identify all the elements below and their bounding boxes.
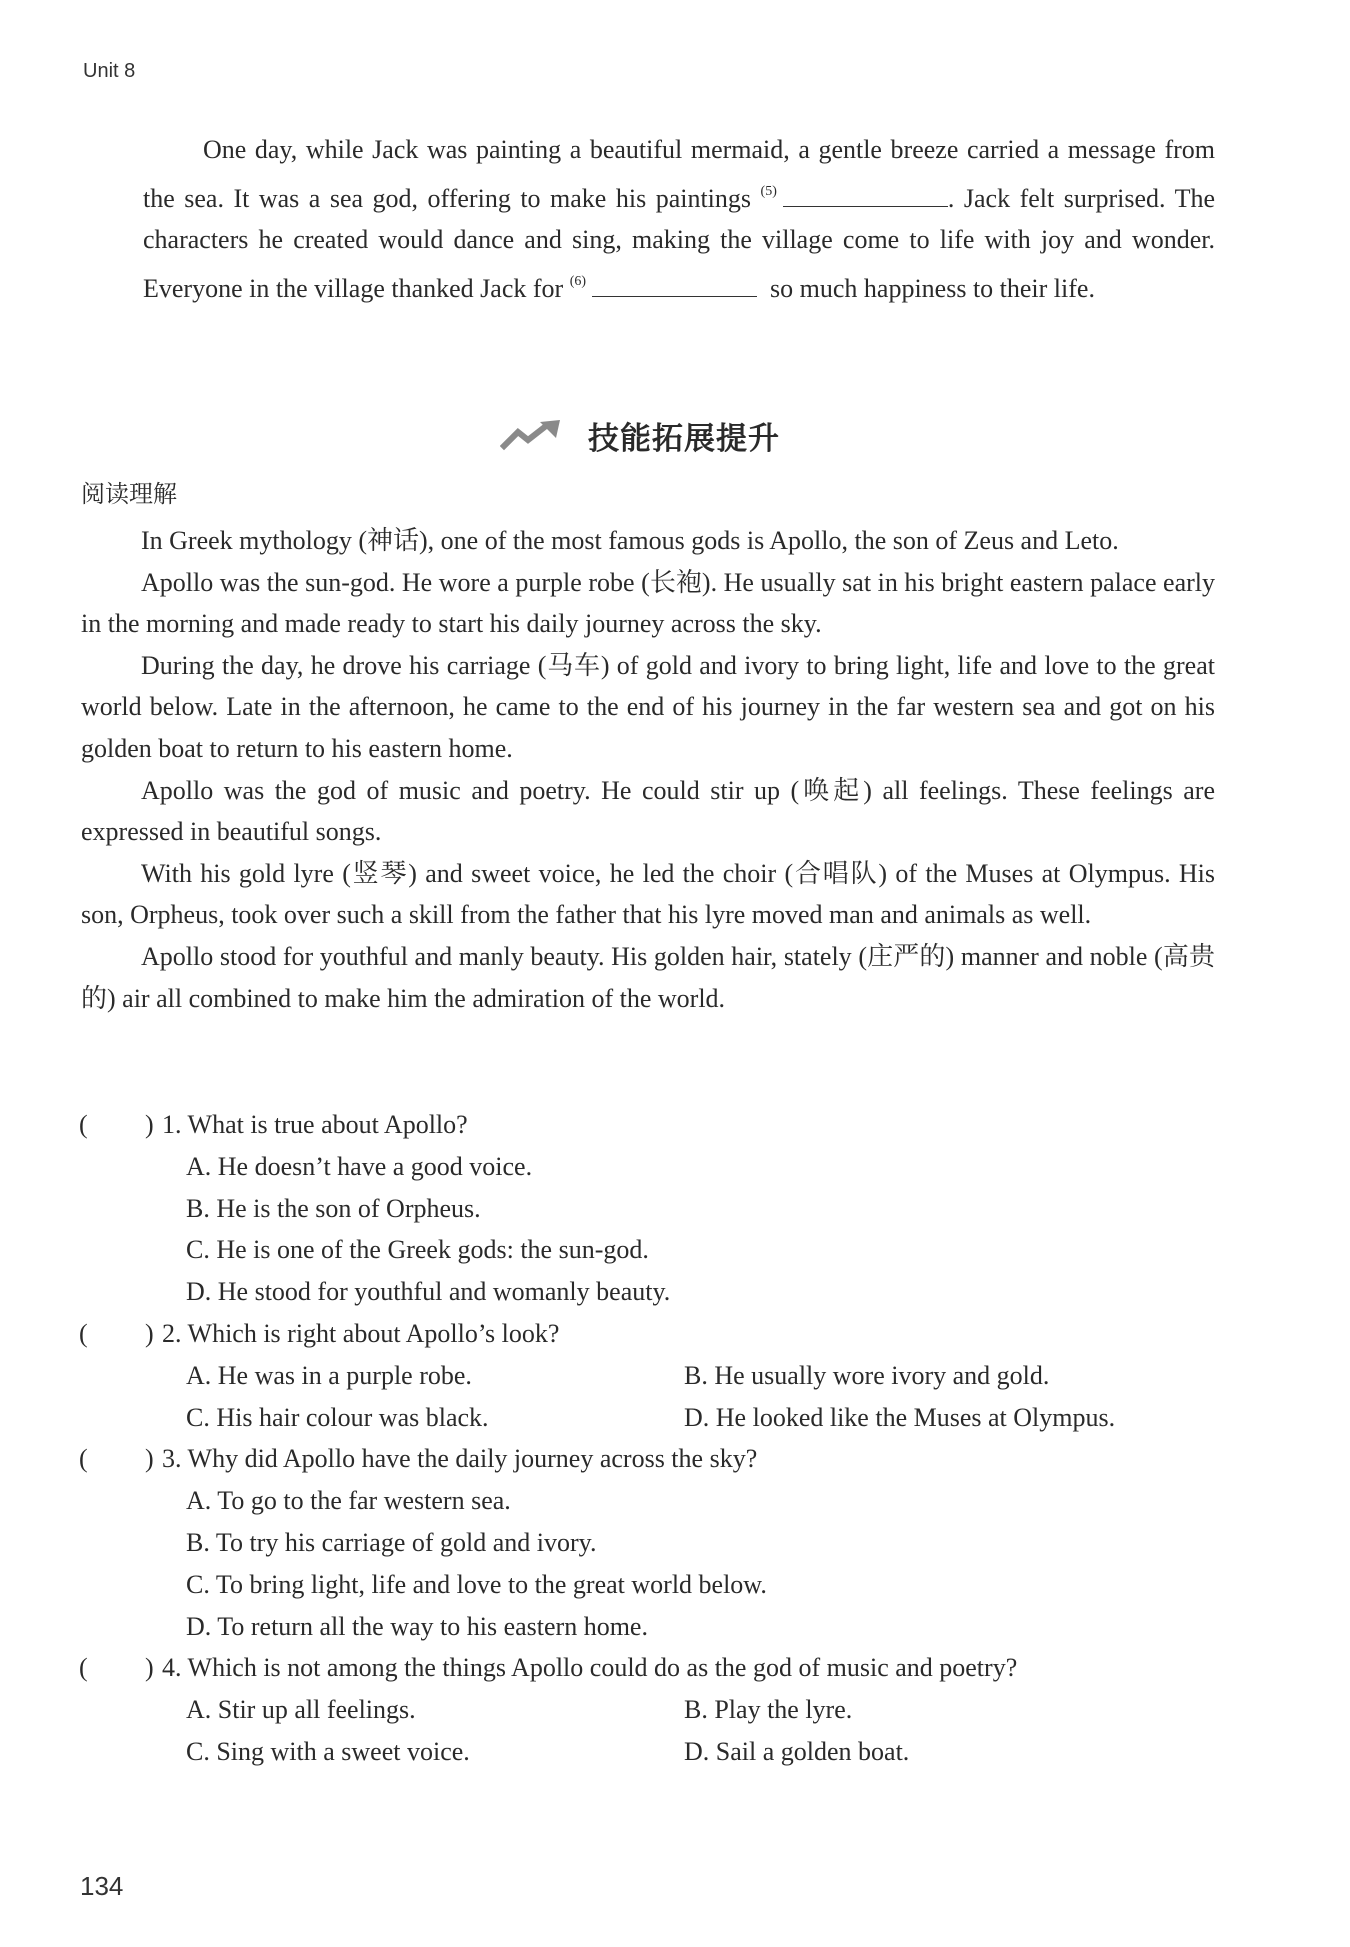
option-row xyxy=(0,1480,1350,1522)
reading-passage xyxy=(81,520,1215,1019)
option-row xyxy=(0,1355,1350,1397)
option-row xyxy=(0,1146,1350,1188)
option-row xyxy=(0,1564,1350,1606)
section-title: 技能拓展提升 xyxy=(588,420,780,457)
passage-paragraph-6: Apollo stood for youthful and manly beauty. His golden hair, stately (庄严的) manner and noble (高贵的) air all combined to make him the admiration of the world. xyxy=(81,941,1215,1013)
answer-paren-open: ( xyxy=(79,1444,88,1474)
blank-6[interactable] xyxy=(592,270,757,297)
story-text-1: One day, while Jack was painting a beautiful mermaid, a gentle breeze carried a message from the sea. It was a sea god, offering to make his paintings xyxy=(143,135,1215,213)
question-3 xyxy=(0,1438,1350,1480)
answer-paren-open: ( xyxy=(79,1110,88,1139)
question-text: 2. Which is right about Apollo’s look? xyxy=(162,1318,560,1348)
option-b[interactable]: B. To try his carriage of gold and ivory. xyxy=(186,1527,597,1557)
answer-paren-close: ) xyxy=(145,1653,154,1683)
question-text: 3. Why did Apollo have the daily journey across the sky? xyxy=(162,1444,758,1474)
option-row xyxy=(0,1229,1350,1271)
answer-paren-close: ) xyxy=(145,1110,154,1139)
option-d[interactable]: D. Sail a golden boat. xyxy=(684,1736,910,1766)
option-d[interactable]: D. He looked like the Muses at Olympus. xyxy=(684,1402,1116,1432)
answer-paren-close: ) xyxy=(145,1318,154,1348)
passage-paragraph-4: Apollo was the god of music and poetry. He could stir up (唤起) all feelings. These feelings are expressed in beautiful songs. xyxy=(81,775,1215,847)
option-a[interactable]: A. He doesn’t have a good voice. xyxy=(186,1151,533,1181)
reading-comprehension-heading: 阅读理解 xyxy=(81,480,177,508)
option-row xyxy=(0,1397,1350,1439)
answer-paren-close: ) xyxy=(145,1444,154,1474)
blank-6-marker: (6) xyxy=(569,273,587,289)
blank-5[interactable] xyxy=(783,180,948,207)
option-c[interactable]: C. His hair colour was black. xyxy=(186,1402,489,1432)
question-1 xyxy=(0,1104,1350,1146)
passage-paragraph-2: Apollo was the sun-god. He wore a purple robe (长袍). He usually sat in his bright eastern palace early in the morning and made ready to start his daily journey across the sky. xyxy=(81,567,1215,639)
trend-arrow-icon xyxy=(500,418,568,452)
question-list xyxy=(0,1104,1350,1773)
option-row xyxy=(0,1731,1350,1773)
question-4 xyxy=(0,1647,1350,1689)
option-c[interactable]: C. To bring light, life and love to the great world below. xyxy=(186,1569,767,1599)
page-number: 134 xyxy=(80,1871,124,1901)
option-a[interactable]: A. He was in a purple robe. xyxy=(186,1360,472,1390)
option-row xyxy=(0,1522,1350,1564)
option-row xyxy=(0,1271,1350,1313)
option-d[interactable]: D. To return all the way to his eastern home. xyxy=(186,1611,648,1641)
option-row xyxy=(0,1606,1350,1648)
option-row xyxy=(0,1188,1350,1230)
option-d[interactable]: D. He stood for youthful and womanly beauty. xyxy=(186,1277,671,1307)
option-b[interactable]: B. He is the son of Orpheus. xyxy=(186,1193,481,1223)
option-c[interactable]: C. Sing with a sweet voice. xyxy=(186,1736,470,1766)
passage-paragraph-1: In Greek mythology (神话), one of the most famous gods is Apollo, the son of Zeus and Leto. xyxy=(141,526,1119,555)
question-text: 4. Which is not among the things Apollo could do as the god of music and poetry? xyxy=(162,1653,1018,1683)
section-heading xyxy=(500,410,780,460)
story-paragraph xyxy=(143,129,1215,309)
unit-label: Unit 8 xyxy=(83,60,136,82)
story-text-3: so much happiness to their life. xyxy=(770,273,1095,303)
blank-5-marker: (5) xyxy=(760,183,777,199)
story-text-2: . Jack felt surprised. The characters he created would dance and sing, making the village come to life with joy and wonder. Everyone in the village thanked Jack for xyxy=(143,183,1216,303)
option-a[interactable]: A. To go to the far western sea. xyxy=(186,1486,511,1516)
option-b[interactable]: B. Play the lyre. xyxy=(684,1695,853,1725)
option-b[interactable]: B. He usually wore ivory and gold. xyxy=(684,1360,1050,1390)
passage-paragraph-3: During the day, he drove his carriage (马车) of gold and ivory to bring light, life and love to the great world below. Late in the afternoon, he came to the end of his journey in the far western sea and got on his golden boat to return to his eastern home. xyxy=(81,650,1215,763)
option-c[interactable]: C. He is one of the Greek gods: the sun-god. xyxy=(186,1235,649,1265)
answer-paren-open: ( xyxy=(79,1653,88,1683)
passage-paragraph-5: With his gold lyre (竖琴) and sweet voice, he led the choir (合唱队) of the Muses at Olympus. His son, Orpheus, took over such a skill from the father that his lyre moved man and animals as well. xyxy=(81,858,1215,930)
question-2 xyxy=(0,1313,1350,1355)
answer-paren-open: ( xyxy=(79,1318,88,1348)
option-a[interactable]: A. Stir up all feelings. xyxy=(186,1695,416,1725)
story-passage xyxy=(143,129,1215,309)
question-text: 1. What is true about Apollo? xyxy=(162,1110,468,1139)
option-row xyxy=(0,1689,1350,1731)
